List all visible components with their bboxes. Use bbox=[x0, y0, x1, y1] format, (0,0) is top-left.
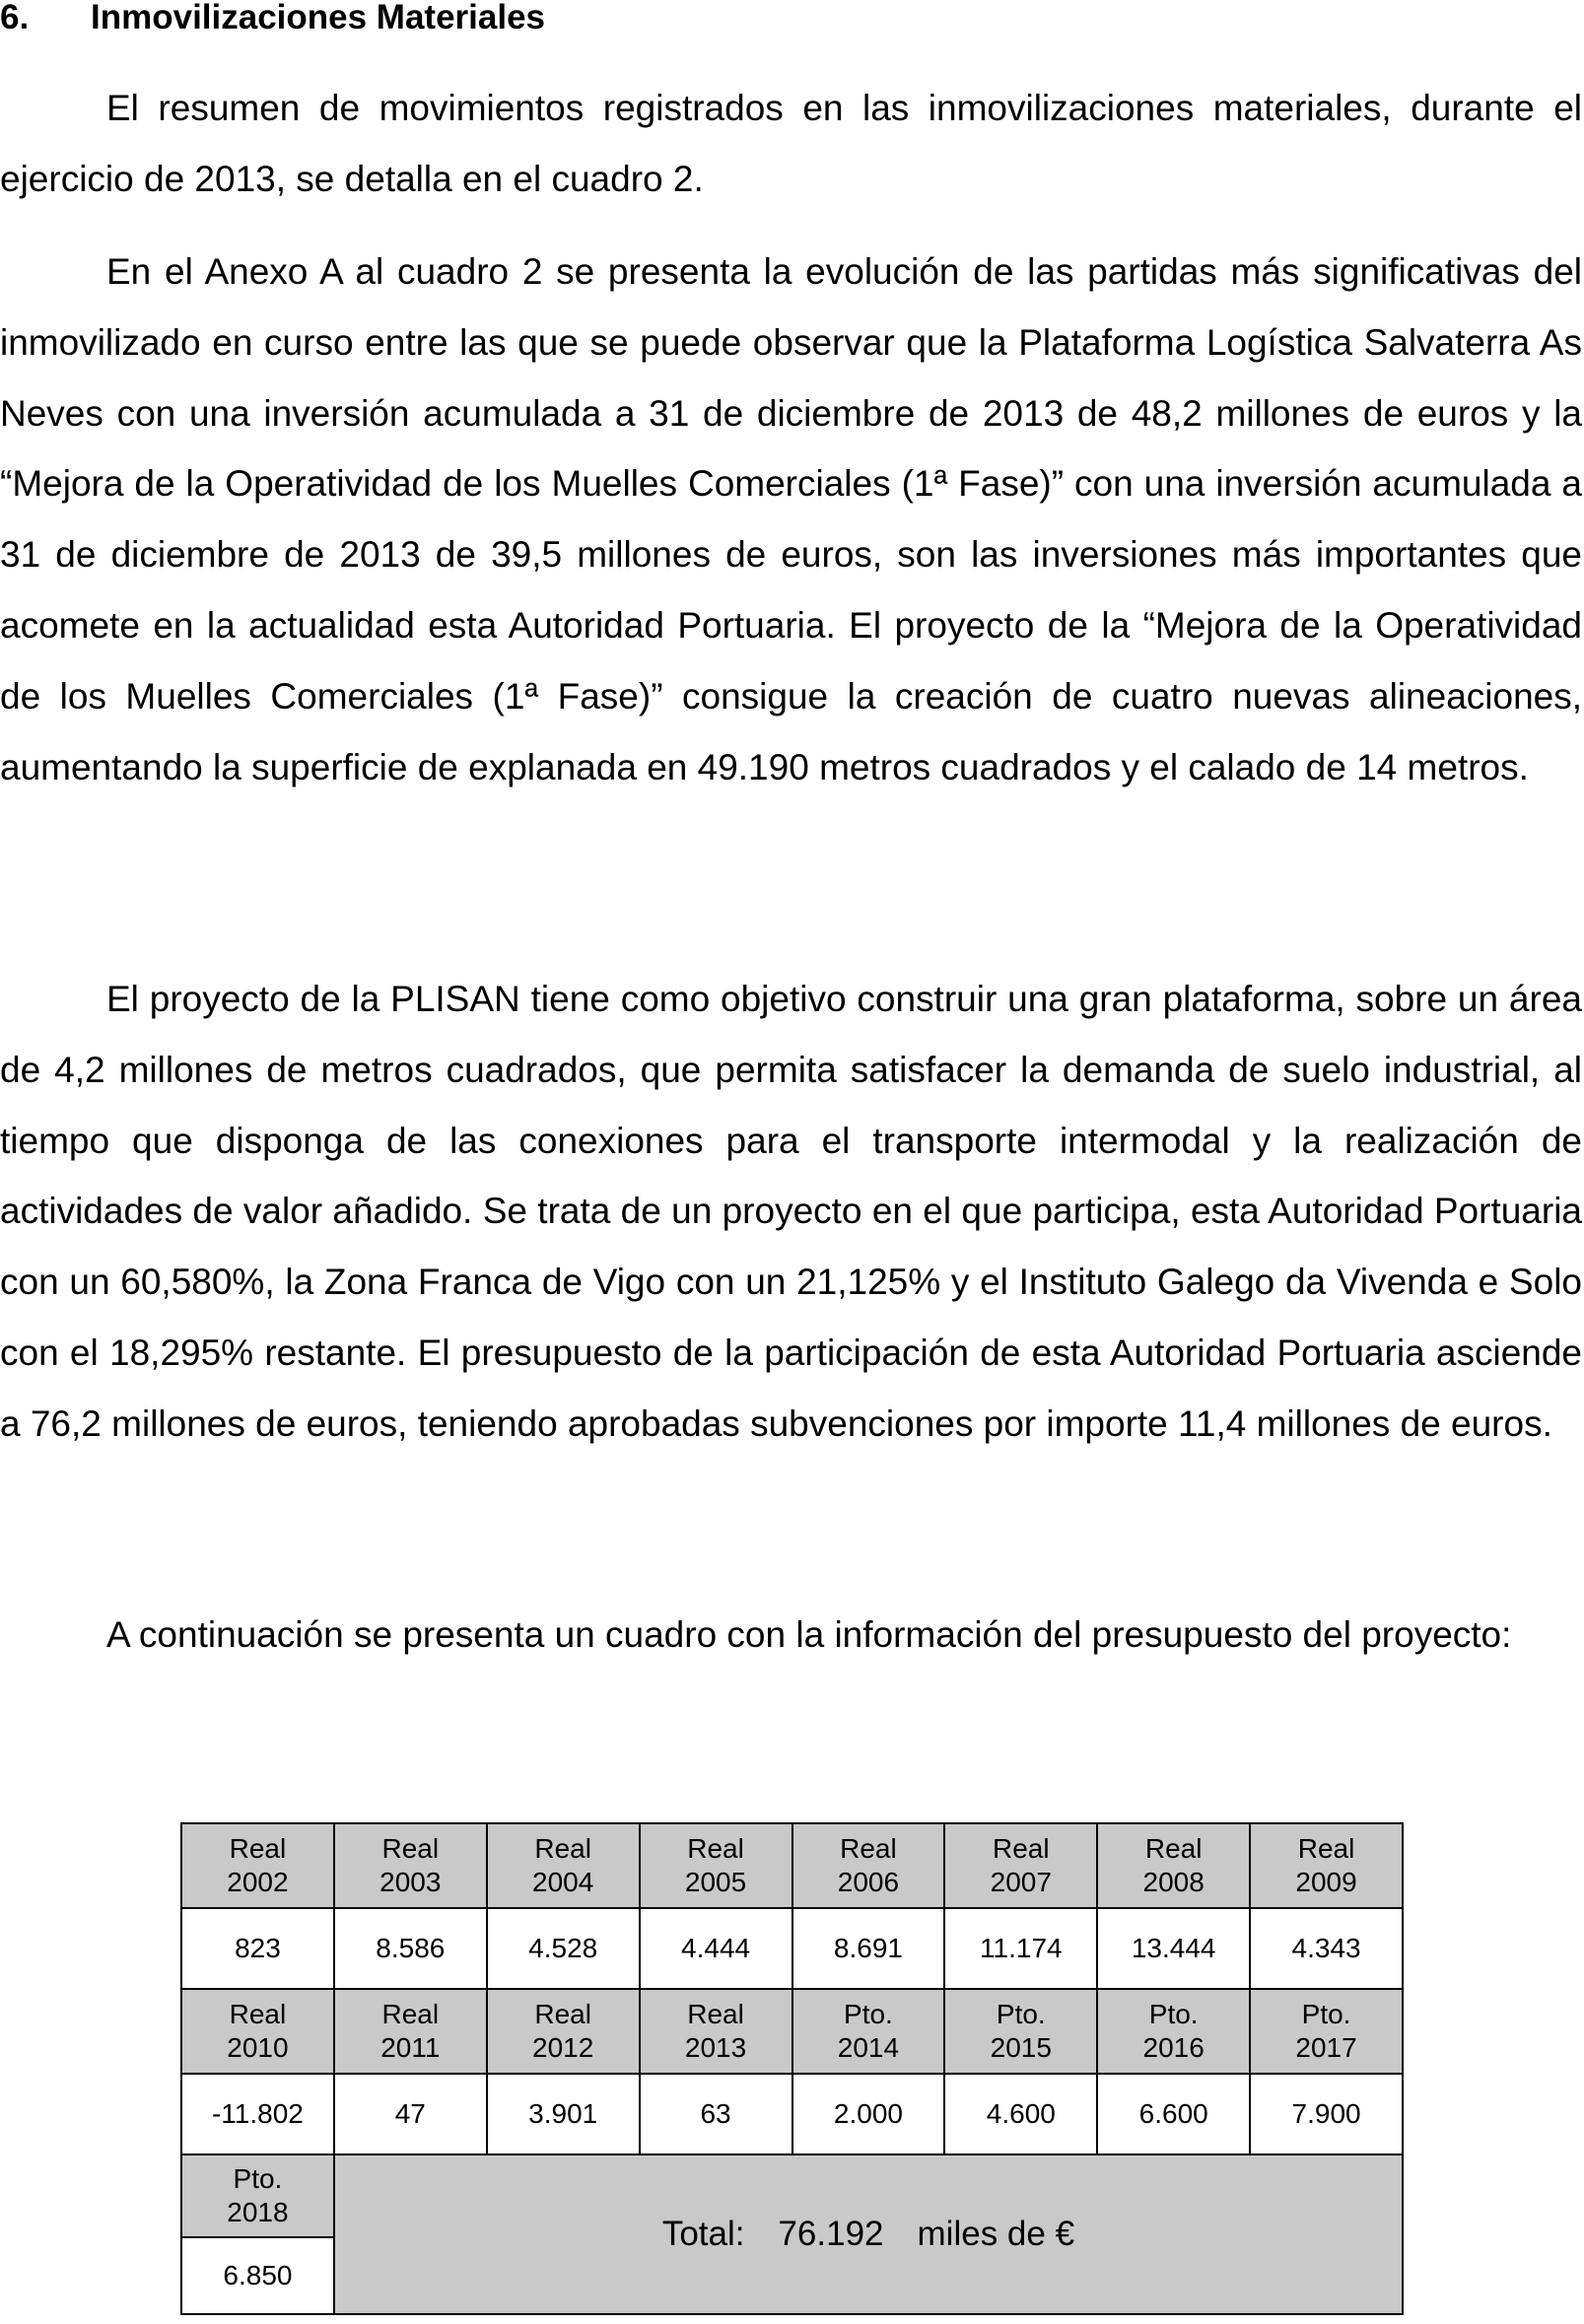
year-header-cell: Real 2010 bbox=[181, 1989, 334, 2074]
table-row bbox=[181, 2074, 1403, 2154]
amount-cell: 4.343 bbox=[1250, 1908, 1403, 1989]
amount-cell: 7.900 bbox=[1250, 2074, 1403, 2154]
year-header-cell: Real 2013 bbox=[640, 1989, 792, 2074]
year-header-cell: Real 2012 bbox=[487, 1989, 640, 2074]
section-number: 6. bbox=[0, 0, 30, 36]
total-value: 76.192 bbox=[778, 2215, 884, 2253]
amount-cell: 3.901 bbox=[487, 2074, 640, 2154]
amount-cell: 8.586 bbox=[334, 1908, 487, 1989]
amount-cell: 6.600 bbox=[1097, 2074, 1250, 2154]
amount-cell: 8.691 bbox=[792, 1908, 945, 1989]
paragraph-2: En el Anexo A al cuadro 2 se presenta la evolución de las partidas más significativas del inmovilizado en curso entre las que se puede observar que la Plataforma Logística Salvaterra As Neves con una inversión acumulada a 31 de diciembre de 2013 de 48,2 millones de euros y la “Mejora de la Operatividad de los Muelles Comerciales (1ª Fase)” con una inversión acumulada a 31 de diciembre de 2013 de 39,5 millones de euros, son las inversiones más importantes que acomete en la actualidad esta Autoridad Portuaria. El proyecto de la “Mejora de la Operatividad de los Muelles Comerciales (1ª Fase)” consigue la creación de cuatro nuevas alineaciones, aumentando la superficie de explanada en 49.190 metros cuadrados y el calado de 14 metros. bbox=[0, 251, 1582, 787]
year-header-cell: Real 2009 bbox=[1250, 1823, 1403, 1908]
total-cell bbox=[334, 2154, 1403, 2314]
amount-cell: 823 bbox=[181, 1908, 334, 1989]
year-header-cell: Real 2006 bbox=[792, 1823, 945, 1908]
paragraph-3: El proyecto de la PLISAN tiene como objetivo construir una gran plataforma, sobre un área de 4,2 millones de metros cuadrados, que permita satisfacer la demanda de suelo industrial, al tiempo que disponga de las conexiones para el transporte intermodal y la realización de actividades de valor añadido. Se trata de un proyecto en el que participa, esta Autoridad Portuaria con un 60,580%, la Zona Franca de Vigo con un 21,125% y el Instituto Galego da Vivenda e Solo con el 18,295% restante. El presupuesto de la participación de esta Autoridad Portuaria asciende a 76,2 millones de euros, teniendo aprobadas subvenciones por importe 11,4 millones de euros. bbox=[0, 979, 1582, 1444]
year-header-cell: Pto. 2017 bbox=[1250, 1989, 1403, 2074]
amount-cell: 4.600 bbox=[944, 2074, 1097, 2154]
year-header-cell: Real 2002 bbox=[181, 1823, 334, 1908]
year-header-cell: Real 2005 bbox=[640, 1823, 792, 1908]
amount-cell: -11.802 bbox=[181, 2074, 334, 2154]
amount-cell: 6.850 bbox=[181, 2237, 334, 2314]
table-row bbox=[181, 1823, 1403, 1908]
amount-cell: 63 bbox=[640, 2074, 792, 2154]
paragraph-4: A continuación se presenta un cuadro con la información del presupuesto del proyecto: bbox=[106, 1614, 1512, 1655]
amount-cell: 11.174 bbox=[944, 1908, 1097, 1989]
table-row bbox=[181, 2154, 1403, 2237]
year-header-cell: Pto. 2018 bbox=[181, 2154, 334, 2237]
year-header-cell: Real 2004 bbox=[487, 1823, 640, 1908]
amount-cell: 4.528 bbox=[487, 1908, 640, 1989]
year-header-cell: Real 2008 bbox=[1097, 1823, 1250, 1908]
year-header-cell: Pto. 2016 bbox=[1097, 1989, 1250, 2074]
year-header-cell: Real 2003 bbox=[334, 1823, 487, 1908]
budget-table bbox=[180, 1822, 1404, 2315]
total-unit: miles de € bbox=[917, 2215, 1075, 2253]
amount-cell: 47 bbox=[334, 2074, 487, 2154]
year-header-cell: Real 2007 bbox=[944, 1823, 1097, 1908]
year-header-cell: Real 2011 bbox=[334, 1989, 487, 2074]
table-row bbox=[181, 1989, 1403, 2074]
year-header-cell: Pto. 2014 bbox=[792, 1989, 945, 2074]
amount-cell: 4.444 bbox=[640, 1908, 792, 1989]
section-heading bbox=[0, 0, 545, 35]
paragraph-1: El resumen de movimientos registrados en las inmovilizaciones materiales, durante el ejercicio de 2013, se detalla en el cuadro 2. bbox=[0, 88, 1582, 199]
year-header-cell: Pto. 2015 bbox=[944, 1989, 1097, 2074]
amount-cell: 2.000 bbox=[792, 2074, 945, 2154]
table-row bbox=[181, 1908, 1403, 1989]
amount-cell: 13.444 bbox=[1097, 1908, 1250, 1989]
total-label: Total: bbox=[661, 2215, 745, 2253]
section-title: Inmovilizaciones Materiales bbox=[91, 0, 546, 36]
